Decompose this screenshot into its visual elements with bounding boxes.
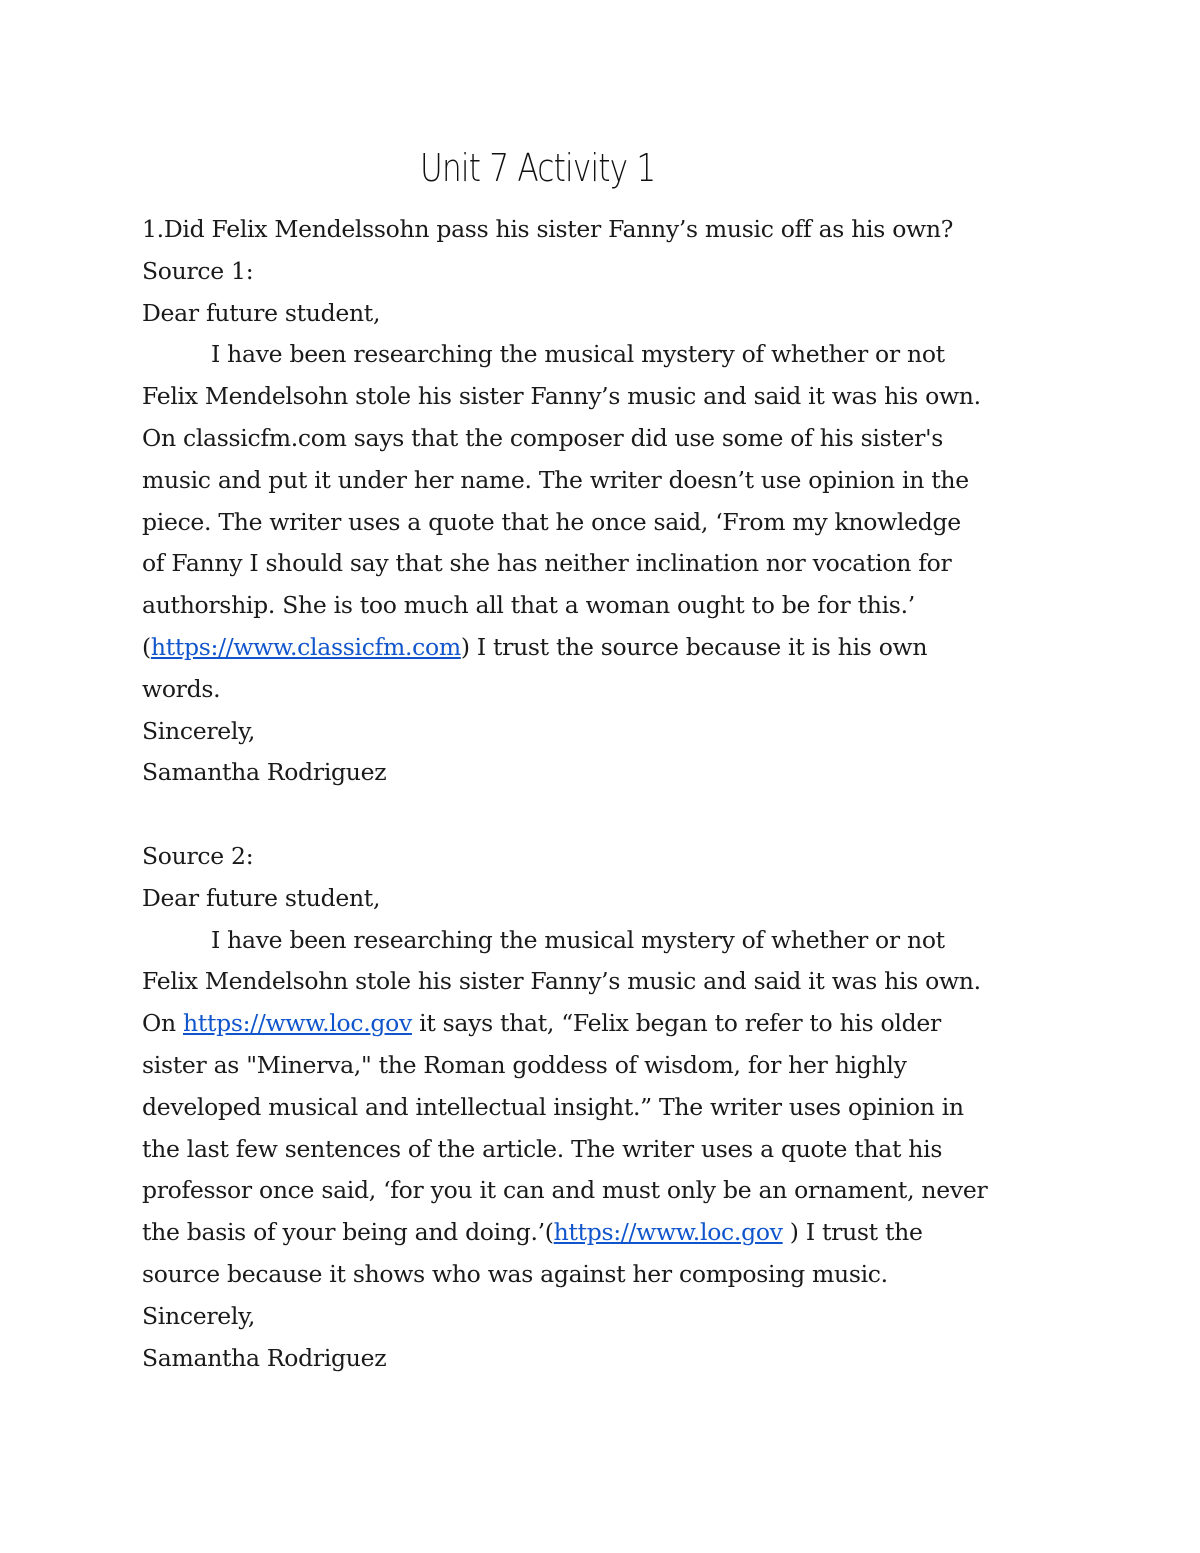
source1-line: authorship. She is too much all that a woman ought to be for this.’	[142, 591, 915, 620]
source1-line: words.	[142, 674, 221, 703]
source1-line: Felix Mendelsohn stole his sister Fanny’s music and said it was his own.	[142, 382, 981, 411]
source1-closing: Sincerely,	[142, 716, 256, 745]
source2-citation-line	[142, 1212, 1082, 1254]
source1-citation-line	[142, 627, 1082, 669]
source2-citation-suffix: ) I trust the	[782, 1218, 923, 1247]
classicfm-link[interactable]: https://www.classicfm.com	[150, 632, 461, 661]
source1-line: On classicfm.com says that the composer did use some of his sister's	[142, 423, 944, 452]
source1-greeting: Dear future student,	[142, 298, 381, 327]
source1-line: I have been researching the musical mystery of whether or not	[211, 340, 945, 369]
source1-signature: Samantha Rodriguez	[142, 758, 387, 787]
source1-line: of Fanny I should say that she has neither inclination nor vocation for	[142, 549, 952, 578]
source1-citation-suffix: ) I trust the source because it is his own	[460, 632, 928, 661]
source1-citation-prefix: (	[142, 632, 151, 661]
source2-line: professor once said, ‘for you it can and must only be an ornament, never	[142, 1176, 988, 1205]
source2-line: source because it shows who was against her composing music.	[142, 1259, 888, 1288]
page-title: Unit 7 Activity 1	[420, 146, 656, 190]
question-text: 1.Did Felix Mendelssohn pass his sister Fanny’s music off as his own?	[142, 215, 953, 243]
source2-line: developed musical and intellectual insight.” The writer uses opinion in	[142, 1092, 964, 1121]
source1-line: piece. The writer uses a quote that he once said, ‘From my knowledge	[142, 507, 961, 536]
loc-citation-link[interactable]: https://www.loc.gov	[553, 1218, 783, 1247]
source2-closing: Sincerely,	[142, 1301, 256, 1330]
source2-link-suffix: it says that, “Felix began to refer to his older	[411, 1009, 941, 1038]
source2-line: the last few sentences of the article. The writer uses a quote that his	[142, 1134, 943, 1163]
source2-line: Felix Mendelsohn stole his sister Fanny’s music and said it was his own.	[142, 967, 981, 996]
paragraph-spacer	[142, 794, 1082, 836]
loc-link[interactable]: https://www.loc.gov	[182, 1009, 412, 1038]
source2-signature: Samantha Rodriguez	[142, 1343, 387, 1372]
source2-line: I have been researching the musical mystery of whether or not	[211, 925, 945, 954]
source1-line: music and put it under her name. The writer doesn’t use opinion in the	[142, 465, 969, 494]
document-body	[142, 209, 1082, 1379]
source2-link-line	[142, 1003, 1082, 1045]
source2-greeting: Dear future student,	[142, 883, 381, 912]
source2-label: Source 2:	[142, 841, 254, 870]
source2-citation-prefix: the basis of your being and doing.’(	[142, 1218, 554, 1247]
source1-label: Source 1:	[142, 256, 254, 285]
source2-link-prefix: On	[142, 1009, 183, 1038]
source2-line: sister as "Minerva," the Roman goddess of wisdom, for her highly	[142, 1050, 907, 1079]
